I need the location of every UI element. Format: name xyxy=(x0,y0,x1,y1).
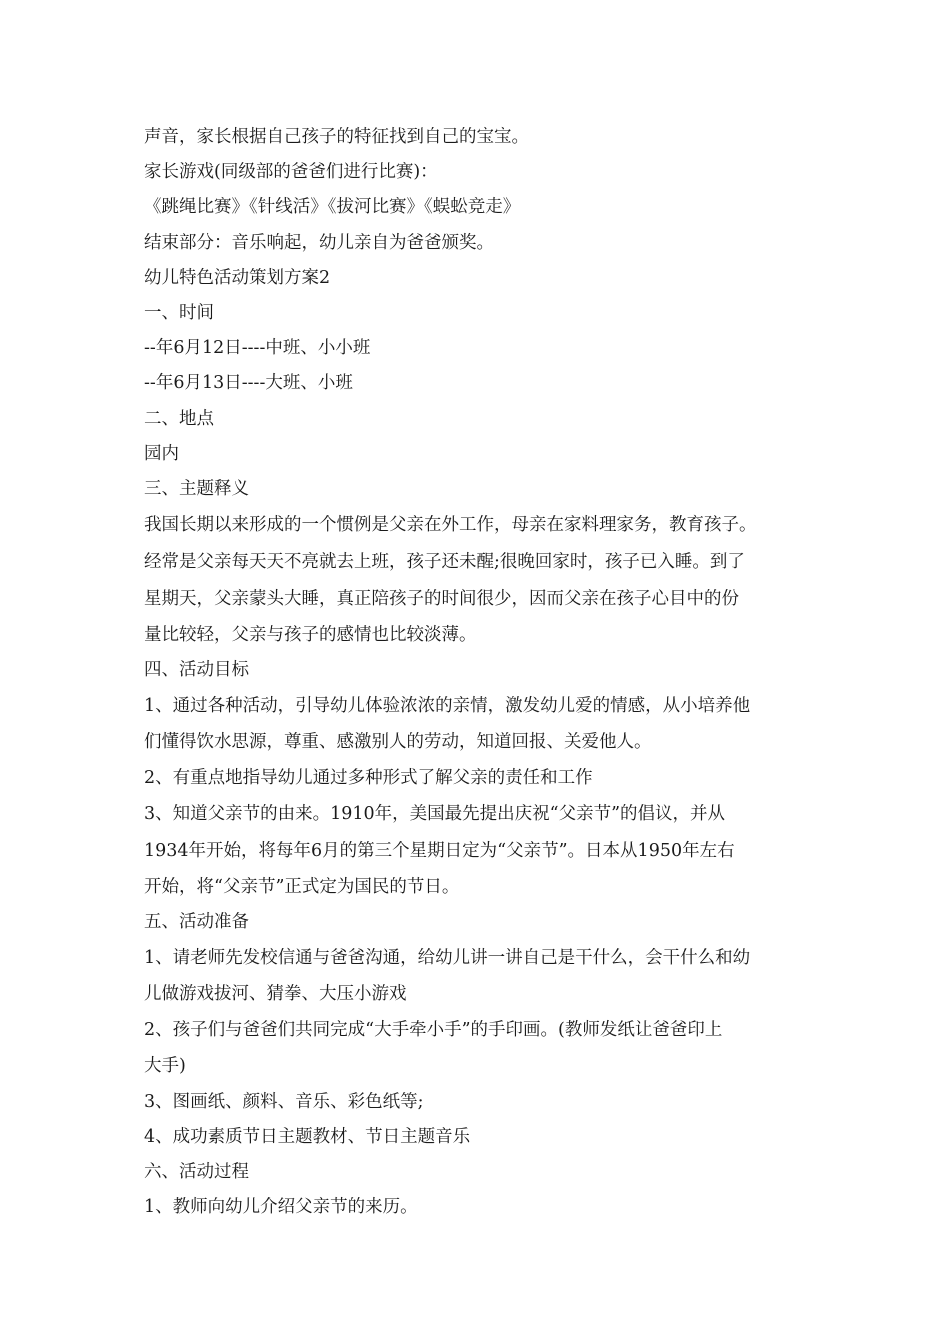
text-line: 声音，家长根据自己孩子的特征找到自己的宝宝。 xyxy=(144,127,529,147)
heading: 四、活动目标 xyxy=(144,660,249,681)
heading: 五、活动准备 xyxy=(144,912,249,932)
text-line: 2、有重点地指导幼儿通过多种形式了解父亲的责任和工作 xyxy=(144,767,593,788)
text-line: 园内 xyxy=(144,443,179,464)
text-line: 结束部分：音乐响起，幼儿亲自为爸爸颁奖。 xyxy=(144,232,494,253)
text-line: 3、知道父亲节的由来。1910年，美国最先提出庆祝“父亲节”的倡议，并从 xyxy=(144,803,726,824)
text-line: 1、教师向幼儿介绍父亲节的来历。 xyxy=(144,1197,418,1218)
text-line: 量比较轻，父亲与孩子的感情也比较淡薄。 xyxy=(144,625,477,646)
text-line: 开始，将“父亲节”正式定为国民的节日。 xyxy=(144,876,460,897)
text-line: 1934年开始，将每年6月的第三个星期日定为“父亲节”。日本从1950年左右 xyxy=(144,840,735,861)
text-line: 我国长期以来形成的一个惯例是父亲在外工作，母亲在家料理家务，教育孩子。 xyxy=(144,515,757,536)
text-line: 家长游戏(同级部的爸爸们进行比赛)： xyxy=(144,162,438,183)
text-line: 儿做游戏拔河、猜拳、大压小游戏 xyxy=(144,984,407,1005)
text-line: 2、孩子们与爸爸们共同完成“大手牵小手”的手印画。(教师发纸让爸爸印上 xyxy=(144,1020,723,1041)
heading: 六、活动过程 xyxy=(144,1161,249,1182)
text-line: --年6月13日----大班、小班 xyxy=(144,373,353,394)
text-line: 4、成功素质节日主题教材、节日主题音乐 xyxy=(144,1126,471,1147)
text-line: 星期天，父亲蒙头大睡，真正陪孩子的时间很少，因而父亲在孩子心目中的份 xyxy=(144,589,739,610)
heading: 三、主题释义 xyxy=(144,478,249,499)
text-line: 《跳绳比赛》《针线活》《拔河比赛》《蜈蚣竞走》 xyxy=(144,197,521,218)
section-title: 幼儿特色活动策划方案2 xyxy=(144,267,331,288)
text-line: 1、请老师先发校信通与爸爸沟通，给幼儿讲一讲自己是干什么，会干什么和幼 xyxy=(144,948,751,969)
heading: 二、地点 xyxy=(144,408,214,429)
text-line: 们懂得饮水思源，尊重、感激别人的劳动，知道回报、关爱他人。 xyxy=(144,732,652,753)
text-line: 经常是父亲每天天不亮就去上班，孩子还未醒;很晚回家时，孩子已入睡。到了 xyxy=(144,552,745,573)
text-line: 大手) xyxy=(144,1056,186,1077)
document-body xyxy=(144,120,820,1225)
text-line: 3、图画纸、颜料、音乐、彩色纸等; xyxy=(144,1091,424,1112)
text-line: 1、通过各种活动，引导幼儿体验浓浓的亲情，激发幼儿爱的情感，从小培养他 xyxy=(144,696,751,717)
heading: 一、时间 xyxy=(144,302,214,323)
text-line: --年6月12日----中班、小小班 xyxy=(144,338,371,359)
